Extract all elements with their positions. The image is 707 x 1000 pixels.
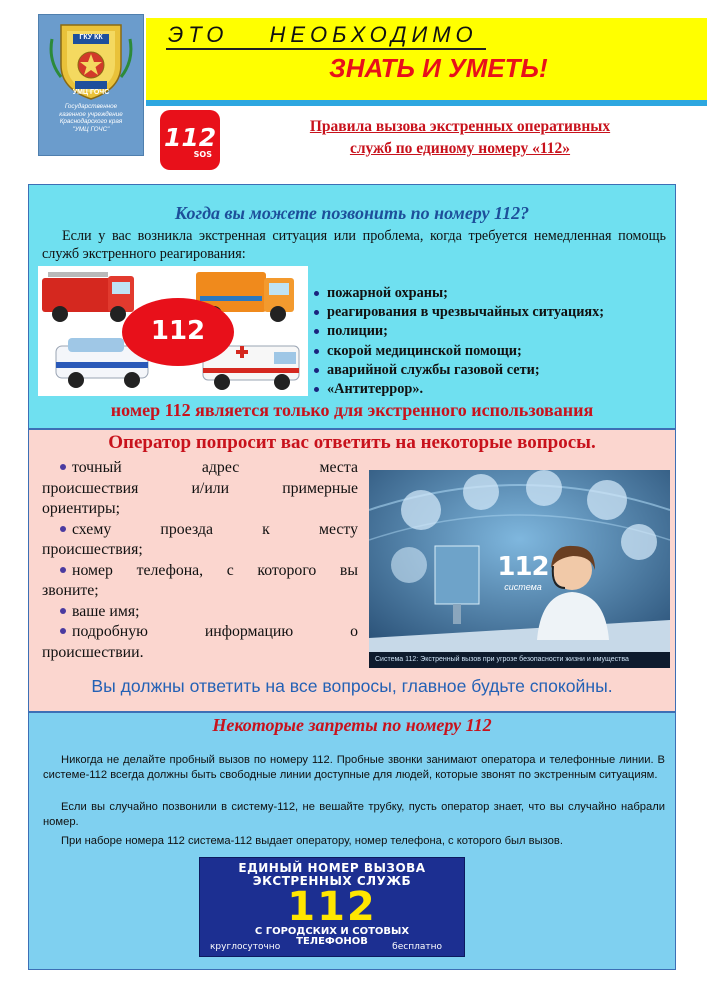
emblem-112-sos: SOS — [193, 150, 212, 159]
image-caption: Система 112: Экстренный вызов при угрозе безопасности жизни и имущества — [369, 652, 670, 668]
list-item: аварийной службы газовой сети; — [313, 361, 663, 380]
banner-title-line-1: ЕДИНЫЙ НОМЕР ВЫЗОВА — [238, 861, 426, 875]
list-item: номер телефона, с которого вы звоните; — [42, 561, 358, 599]
list-item: скорой медицинской помощи; — [313, 342, 663, 361]
single-number-banner — [199, 857, 465, 957]
prohibition-paragraph: Если вы случайно позвонили в систему-112, не вешайте трубку, пусть оператор знает, что вы случайно набрали номер. — [43, 801, 665, 828]
operator-image — [369, 470, 670, 668]
banner-underline — [166, 48, 486, 50]
services-list — [313, 284, 663, 399]
logo-top-text: ГКУ КК — [79, 34, 103, 41]
banner-title-line-2: ЭКСТРЕННЫХ СЛУЖБ — [252, 874, 412, 888]
banner-line-2: ЗНАТЬ И УМЕТЬ! — [329, 53, 548, 83]
list-item: подробную информацию о происшествии. — [42, 623, 358, 661]
list-item: полиции; — [313, 322, 663, 341]
emergency-vehicles-image — [38, 266, 308, 396]
image-system-label: система — [504, 582, 542, 592]
banner-line-1: ЭТО НЕОБХОДИМО — [168, 22, 478, 47]
section2-heading: Оператор попросит вас ответить на некоторые вопросы. — [108, 432, 596, 453]
list-item: точный адрес места происшествия и/или примерные ориентиры; — [42, 459, 358, 517]
list-item: реагирования в чрезвычайных ситуациях; — [313, 303, 663, 322]
banner-free-of-charge: бесплатно — [392, 942, 442, 952]
logo-caption: Государственное казенное учреждение Краснодарского края "УМЦ ГОЧС" — [59, 103, 123, 133]
emblem-112 — [160, 110, 220, 170]
image-112-logo: 112 — [497, 552, 549, 582]
prohibition-paragraph: При наборе номера 112 система-112 выдает оператору, номер телефона, с которого был вызов. — [61, 835, 563, 847]
list-item: ваше имя; — [42, 602, 358, 623]
organization-logo — [38, 14, 144, 156]
emblem-112-number: 112 — [164, 123, 217, 152]
banner-title-line-4: ТЕЛЕФОНОВ — [296, 936, 368, 947]
banner-round-the-clock: круглосуточно — [210, 942, 281, 952]
logo-bottom-text: УМЦ ГОЧС — [72, 89, 110, 96]
questions-list — [42, 458, 358, 663]
vehicles-112-badge: 112 — [150, 316, 206, 346]
section1-heading: Когда вы можете позвонить по номеру 112? — [174, 203, 530, 223]
section3-heading: Некоторые запреты по номеру 112 — [212, 715, 492, 735]
banner-title-line-3: С ГОРОДСКИХ И СОТОВЫХ — [254, 926, 410, 937]
list-item: схему проезда к месту происшествия; — [42, 520, 358, 558]
banner-number-112: 112 — [287, 884, 377, 930]
section1-intro: Если у вас возникла экстренная ситуация или проблема, когда требуется немедленная помощь служб экстренного реагирования: — [42, 228, 666, 262]
list-item: пожарной охраны; — [313, 284, 663, 303]
calm-answer-note: Вы должны ответить на все вопросы, главное будьте спокойны. — [91, 676, 613, 696]
prohibition-paragraph: Никогда не делайте пробный вызов по номеру 112. Пробные звонки занимают оператора и телефонные линии. В системе-112 всегда должны быть свободные линии доступные для людей, которые звонят по экстренным ситуациям. — [43, 754, 665, 781]
banner-shadow-bar — [146, 100, 707, 106]
rules-title: Правила вызова экстренных оперативных служб по единому номеру «112» — [309, 118, 611, 157]
list-item: «Антитеррор». — [313, 380, 663, 399]
emergency-only-notice: номер 112 является только для экстренного использования — [110, 400, 594, 420]
